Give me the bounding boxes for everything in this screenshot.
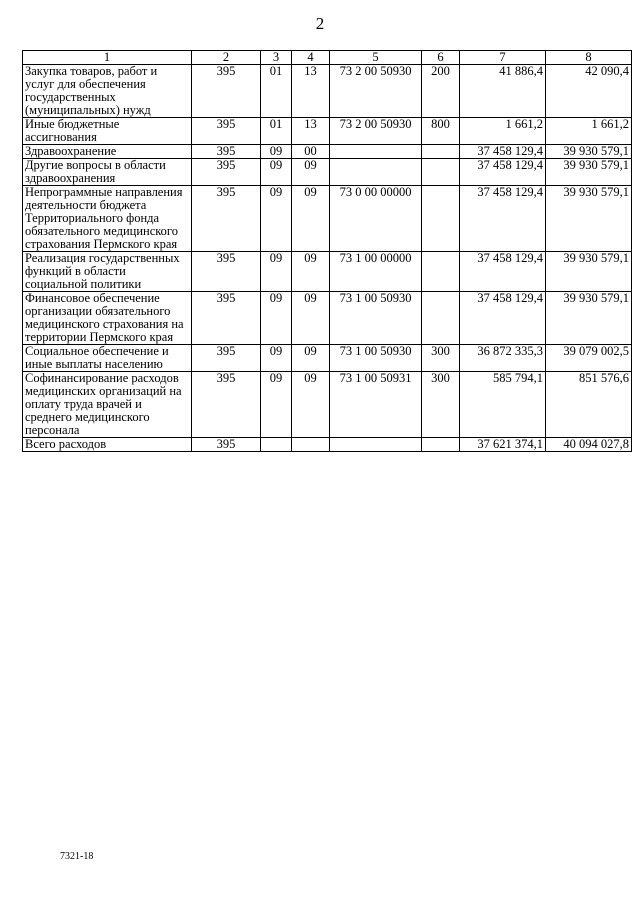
table-row	[23, 252, 632, 292]
column-header-8: 8	[546, 51, 632, 65]
subsection-cell: 00	[292, 145, 330, 159]
amount-col7-cell: 37 458 129,4	[460, 186, 546, 252]
column-header-7: 7	[460, 51, 546, 65]
expense-kind-cell	[422, 438, 460, 452]
expense-kind-cell	[422, 159, 460, 186]
article-cell: 73 1 00 50930	[330, 345, 422, 372]
article-cell: 73 2 00 50930	[330, 118, 422, 145]
article-cell: 73 0 00 00000	[330, 186, 422, 252]
subsection-cell: 09	[292, 345, 330, 372]
total-row	[23, 438, 632, 452]
amount-col7-cell: 1 661,2	[460, 118, 546, 145]
admin-code-cell: 395	[192, 145, 261, 159]
section-cell: 09	[261, 186, 292, 252]
amount-col7-cell: 41 886,4	[460, 65, 546, 118]
header-row	[23, 51, 632, 65]
subsection-cell: 13	[292, 65, 330, 118]
admin-code-cell: 395	[192, 372, 261, 438]
amount-col7-cell: 37 621 374,1	[460, 438, 546, 452]
section-cell: 09	[261, 345, 292, 372]
amount-col8-cell: 40 094 027,8	[546, 438, 632, 452]
row-name: Всего расходов	[23, 438, 192, 452]
article-cell: 73 1 00 50931	[330, 372, 422, 438]
subsection-cell: 09	[292, 372, 330, 438]
article-cell: 73 1 00 00000	[330, 252, 422, 292]
column-header-4: 4	[292, 51, 330, 65]
expense-kind-cell: 300	[422, 372, 460, 438]
admin-code-cell: 395	[192, 186, 261, 252]
amount-col7-cell: 37 458 129,4	[460, 145, 546, 159]
admin-code-cell: 395	[192, 118, 261, 145]
amount-col8-cell: 39 930 579,1	[546, 145, 632, 159]
article-cell: 73 1 00 50930	[330, 292, 422, 345]
section-cell: 09	[261, 292, 292, 345]
table-row	[23, 372, 632, 438]
subsection-cell: 09	[292, 186, 330, 252]
table-row	[23, 292, 632, 345]
admin-code-cell: 395	[192, 438, 261, 452]
section-cell	[261, 438, 292, 452]
column-header-3: 3	[261, 51, 292, 65]
table-row	[23, 345, 632, 372]
amount-col7-cell: 37 458 129,4	[460, 292, 546, 345]
table-body	[23, 65, 632, 452]
expense-kind-cell	[422, 292, 460, 345]
row-name: Другие вопросы в области здравоохранения	[23, 159, 192, 186]
article-cell: 73 2 00 50930	[330, 65, 422, 118]
subsection-cell: 09	[292, 252, 330, 292]
article-cell	[330, 159, 422, 186]
table-row	[23, 186, 632, 252]
article-cell	[330, 438, 422, 452]
expense-kind-cell: 800	[422, 118, 460, 145]
row-name: Иные бюджетные ассигнования	[23, 118, 192, 145]
document-code: 7321-18	[60, 851, 94, 862]
amount-col7-cell: 37 458 129,4	[460, 252, 546, 292]
section-cell: 01	[261, 118, 292, 145]
expense-kind-cell	[422, 252, 460, 292]
page-number: 2	[315, 14, 325, 33]
column-header-1: 1	[23, 51, 192, 65]
table-row	[23, 65, 632, 118]
row-name: Финансовое обеспечение организации обязательного медицинского страхования на территории Пермского края	[23, 292, 192, 345]
amount-col8-cell: 39 930 579,1	[546, 292, 632, 345]
subsection-cell	[292, 438, 330, 452]
table-row	[23, 145, 632, 159]
budget-table	[22, 50, 632, 452]
section-cell: 09	[261, 372, 292, 438]
expense-kind-cell	[422, 145, 460, 159]
row-name: Непрограммные направления деятельности бюджета Территориального фонда обязательного медицинского страхования Пермского края	[23, 186, 192, 252]
admin-code-cell: 395	[192, 65, 261, 118]
amount-col7-cell: 36 872 335,3	[460, 345, 546, 372]
row-name: Здравоохранение	[23, 145, 192, 159]
section-cell: 09	[261, 252, 292, 292]
section-cell: 01	[261, 65, 292, 118]
section-cell: 09	[261, 159, 292, 186]
article-cell	[330, 145, 422, 159]
expense-kind-cell	[422, 186, 460, 252]
row-name: Социальное обеспечение и иные выплаты населению	[23, 345, 192, 372]
row-name: Закупка товаров, работ и услуг для обеспечения государственных (муниципальных) нужд	[23, 65, 192, 118]
expense-kind-cell: 300	[422, 345, 460, 372]
table-row	[23, 159, 632, 186]
amount-col7-cell: 585 794,1	[460, 372, 546, 438]
column-header-5: 5	[330, 51, 422, 65]
subsection-cell: 13	[292, 118, 330, 145]
amount-col8-cell: 39 930 579,1	[546, 252, 632, 292]
admin-code-cell: 395	[192, 345, 261, 372]
subsection-cell: 09	[292, 159, 330, 186]
column-header-6: 6	[422, 51, 460, 65]
table-row	[23, 118, 632, 145]
subsection-cell: 09	[292, 292, 330, 345]
column-header-2: 2	[192, 51, 261, 65]
admin-code-cell: 395	[192, 252, 261, 292]
expense-kind-cell: 200	[422, 65, 460, 118]
amount-col8-cell: 39 930 579,1	[546, 159, 632, 186]
amount-col8-cell: 42 090,4	[546, 65, 632, 118]
amount-col7-cell: 37 458 129,4	[460, 159, 546, 186]
section-cell: 09	[261, 145, 292, 159]
amount-col8-cell: 1 661,2	[546, 118, 632, 145]
amount-col8-cell: 39 930 579,1	[546, 186, 632, 252]
admin-code-cell: 395	[192, 292, 261, 345]
admin-code-cell: 395	[192, 159, 261, 186]
amount-col8-cell: 39 079 002,5	[546, 345, 632, 372]
row-name: Софинансирование расходов медицинских организаций на оплату труда врачей и среднего медицинского персонала	[23, 372, 192, 438]
amount-col8-cell: 851 576,6	[546, 372, 632, 438]
row-name: Реализация государственных функций в области социальной политики	[23, 252, 192, 292]
table-header	[23, 51, 632, 65]
